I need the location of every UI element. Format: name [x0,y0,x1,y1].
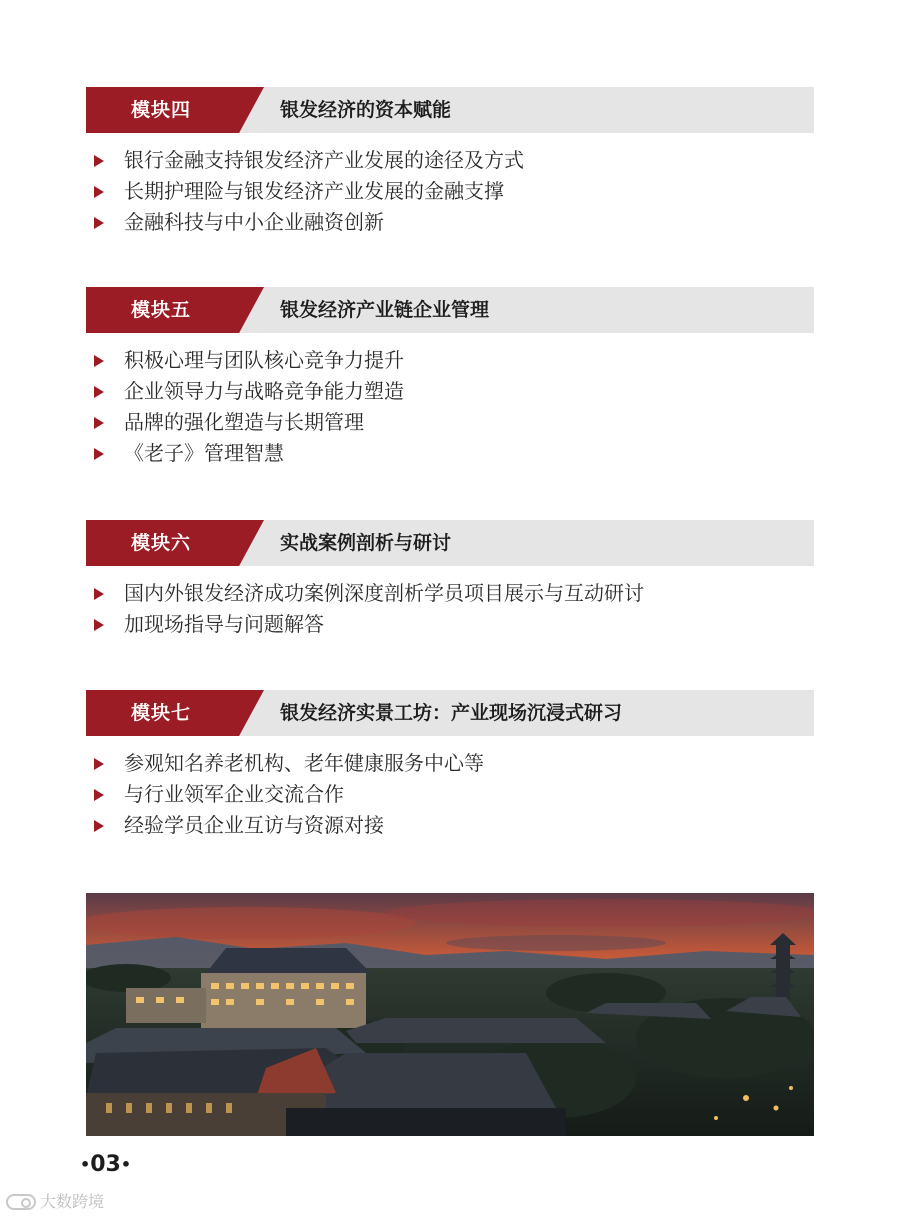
watermark-logo-icon [6,1194,36,1210]
list-item-text: 与行业领军企业交流合作 [124,782,344,806]
module-header [86,690,814,736]
list-item-text: 积极心理与团队核心竞争力提升 [124,348,404,372]
triangle-bullet-icon [94,448,104,460]
list-item [86,748,814,779]
list-item [86,176,814,207]
module-tag: 模块六 [130,532,191,554]
list-item [86,145,814,176]
module-tag: 模块五 [130,299,191,321]
triangle-bullet-icon [94,789,104,801]
module-item-list [86,578,814,640]
list-item [86,407,814,438]
module-title: 银发经济的资本赋能 [280,99,452,121]
module-tag: 模块四 [130,99,191,121]
module-item-list [86,145,814,238]
watermark-text: 大数跨境 [40,1192,105,1211]
triangle-bullet-icon [94,619,104,631]
triangle-bullet-icon [94,217,104,229]
watermark [6,1188,104,1216]
module-title: 银发经济实景工坊：产业现场沉浸式研习 [280,702,623,724]
list-item-text: 企业领导力与战略竞争能力塑造 [124,379,404,403]
list-item-text: 金融科技与中小企业融资创新 [124,210,384,234]
triangle-bullet-icon [94,155,104,167]
list-item [86,609,814,640]
triangle-bullet-icon [94,355,104,367]
list-item-text: 银行金融支持银发经济产业发展的途径及方式 [124,148,524,172]
list-item-text: 国内外银发经济成功案例深度剖析学员项目展示与互动研讨 [124,581,644,605]
module-header [86,287,814,333]
list-item-text: 经验学员企业互访与资源对接 [124,813,384,837]
list-item [86,810,814,841]
triangle-bullet-icon [94,588,104,600]
list-item-text: 品牌的强化塑造与长期管理 [124,410,364,434]
list-item [86,345,814,376]
page-number [80,1150,131,1180]
module-6 [86,520,814,640]
module-tag: 模块七 [130,702,191,724]
module-header [86,87,814,133]
list-item [86,779,814,810]
list-item [86,438,814,469]
triangle-bullet-icon [94,386,104,398]
module-item-list [86,748,814,841]
list-item-text: 长期护理险与银发经济产业发展的金融支撑 [124,179,504,203]
list-item-text: 参观知名养老机构、老年健康服务中心等 [124,751,484,775]
triangle-bullet-icon [94,758,104,770]
triangle-bullet-icon [94,820,104,832]
list-item-text: 《老子》管理智慧 [124,441,284,465]
module-7 [86,690,814,841]
page-dot-left: • [80,1155,91,1174]
page-dot-right: • [120,1155,132,1174]
list-item [86,376,814,407]
module-item-list [86,345,814,469]
module-5 [86,287,814,469]
campus-sunset-photo [86,893,814,1136]
page-number-text: 03 [90,1152,121,1177]
module-4 [86,87,814,238]
list-item-text: 加现场指导与问题解答 [124,612,324,636]
triangle-bullet-icon [94,417,104,429]
list-item [86,578,814,609]
triangle-bullet-icon [94,186,104,198]
module-title: 实战案例剖析与研讨 [280,532,452,554]
module-header [86,520,814,566]
module-title: 银发经济产业链企业管理 [280,299,490,321]
list-item [86,207,814,238]
